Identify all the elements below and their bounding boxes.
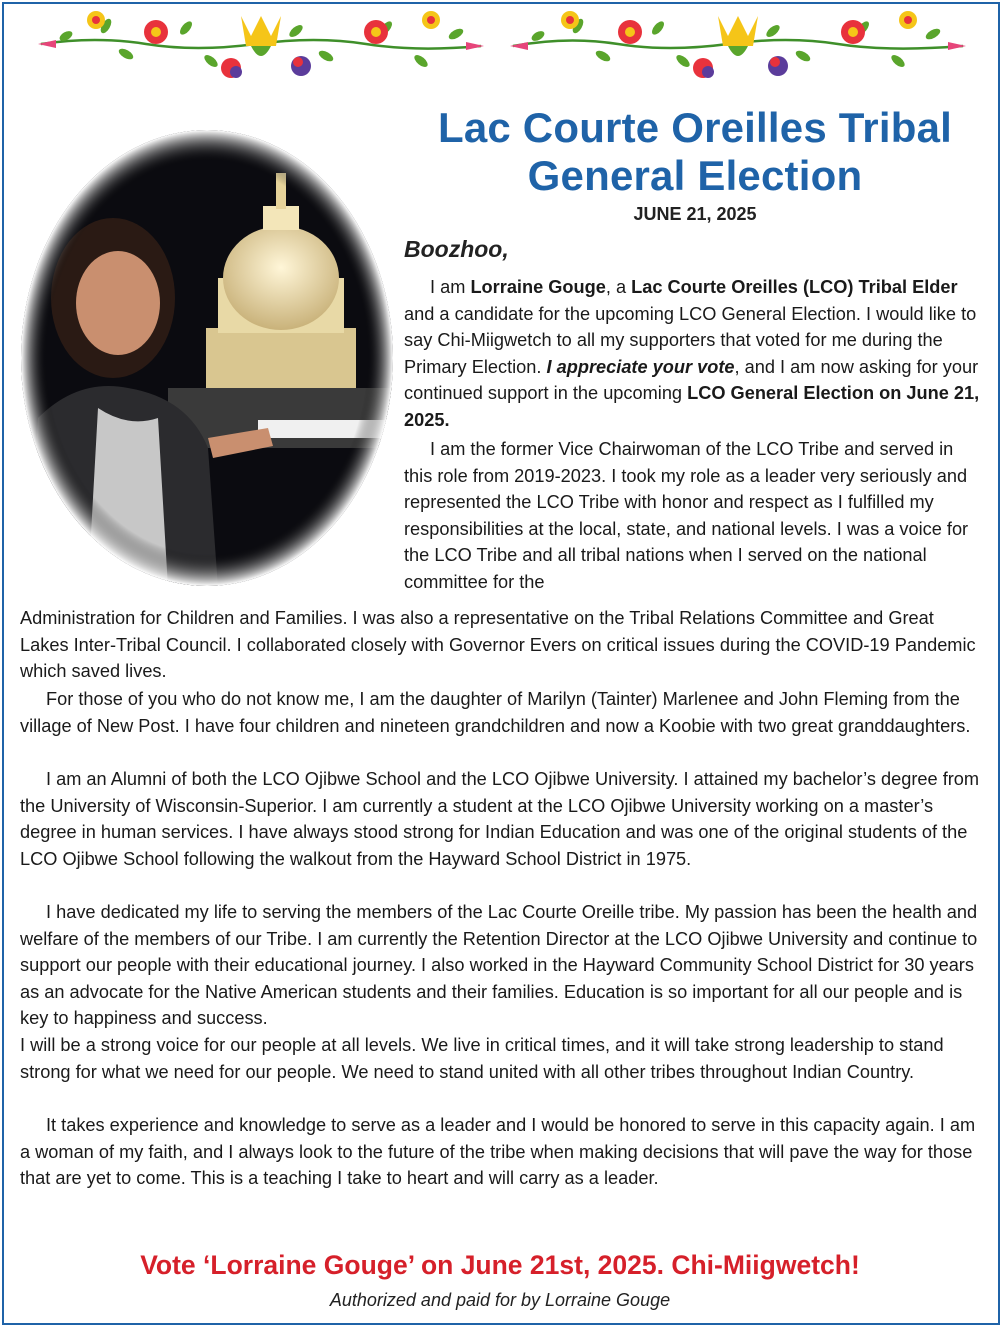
floral-vine-left-icon bbox=[36, 6, 486, 82]
closing-paragraph: It takes experience and knowledge to serve as a leader and I would be honored to serve in this capacity again. I am a woman of my faith, and I always look to the future of the tribe when making decisions that will pave the way for those that are yet to come. This is a teaching I take to heart and will carry as a leader. bbox=[20, 1115, 976, 1189]
candidate-portrait bbox=[18, 128, 396, 588]
experience-paragraph: I am the former Vice Chairwoman of the LCO Tribe and served in this role from 2019-2023. I took my role as a leader very seriously and represented the LCO Tribe with honor and respect as I fulfilled my responsibilities at the local, state, and national levels. I was a voice for the LCO Tribe and all tribal nations when I served on the national committee for the bbox=[404, 439, 969, 592]
text-run: , a bbox=[605, 277, 632, 297]
text-run: and a candidate for the upcoming LCO General Election. I would like to say Chi-Miigwetch to all my supporters that voted for me during the Primary Election. bbox=[404, 303, 977, 377]
authorization-line: Authorized and paid for by Lorraine Gouge bbox=[329, 1290, 671, 1310]
floral-vine-right-icon bbox=[508, 6, 968, 82]
thanks-emphasis: I appreciate your vote bbox=[546, 356, 735, 377]
candidate-role: Lac Courte Oreilles (LCO) Tribal Elder bbox=[631, 277, 958, 297]
education-paragraph: I am an Alumni of both the LCO Ojibwe School and the LCO Ojibwe University. I attained my bachelor’s degree from the University of Wisconsin-Superior. I am currently a student at the LCO Ojibwe University working on a master’s degree in human services. I have always stood strong for Indian Education and was one of the original students of the LCO Ojibwe School following the walkout from the Hayward School District in 1975. bbox=[20, 769, 980, 869]
experience-paragraph-continued: Administration for Children and Families. I was also a representative on the Tribal Relations Committee and Great Lakes Inter-Tribal Council. I collaborated closely with Governor Evers on critical issues during the COVID-19 Pandemic which saved lives. bbox=[20, 608, 976, 682]
vote-call-to-action: Vote ‘Lorraine Gouge’ on June 21st, 2025. Chi-Miigwetch! bbox=[140, 1250, 860, 1280]
text-run: I am bbox=[430, 277, 471, 297]
election-emphasis: LCO General Election on June 21, 2025. bbox=[404, 383, 980, 430]
greeting: Boozhoo, bbox=[404, 236, 509, 262]
text-run: , and I am now asking for your continued support in the upcoming bbox=[404, 356, 979, 404]
voice-paragraph: I will be a strong voice for our people at all levels. We live in critical times, and it will take strong leadership to stand strong for what we need for our people. We need to stand united with all other tribes throughout Indian Country. bbox=[20, 1035, 944, 1082]
election-date: JUNE 21, 2025 bbox=[633, 204, 757, 224]
candidate-name: Lorraine Gouge bbox=[470, 277, 606, 297]
service-paragraph: I have dedicated my life to serving the members of the Lac Courte Oreille tribe. My passion has been the health and welfare of the members of our Tribe. I am currently the Retention Director at the LCO Ojibwe University and continue to support our people with their educational journey. I also worked in the Hayward Community School District for 30 years as an advocate for the Native American students and their families. Education is so important for all our people and is key to happiness and success. bbox=[20, 902, 978, 1029]
page-title: Lac Courte Oreilles Tribal General Election bbox=[437, 104, 953, 199]
family-paragraph: For those of you who do not know me, I am the daughter of Marilyn (Tainter) Marlenee and John Fleming from the village of New Post. I have four children and nineteen grandchildren and now a Koobie with two great granddaughters. bbox=[20, 689, 971, 736]
intro-paragraph bbox=[404, 274, 986, 434]
